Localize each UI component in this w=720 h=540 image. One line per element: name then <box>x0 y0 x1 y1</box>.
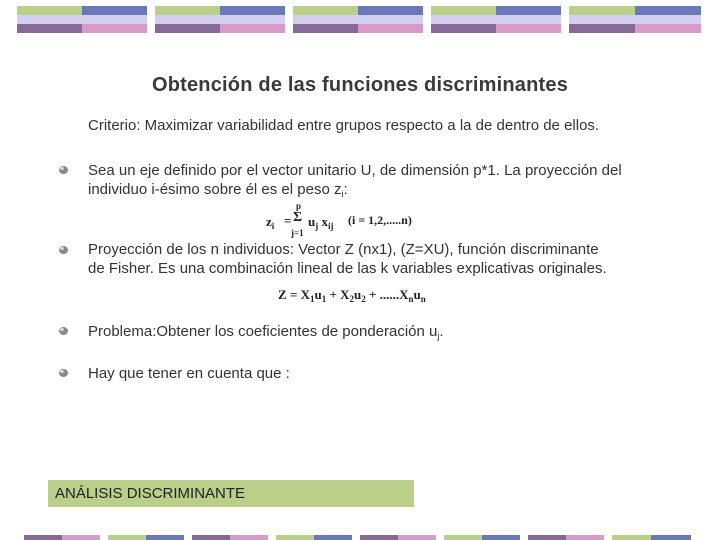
formula-term: $u_j$ $x_{ij}$ <box>308 214 334 231</box>
bullet-ball-icon <box>58 245 69 255</box>
band-block <box>569 6 699 33</box>
formula-equals: = <box>284 213 292 228</box>
top-decorative-band <box>17 6 701 33</box>
bullet-ball-icon <box>58 326 69 336</box>
bullet-text-line: de Fisher. Es una combinación lineal de las k variables explicativas originales. <box>88 260 607 277</box>
band-block <box>17 6 147 33</box>
bullet-text: individuo i-ésimo sobre él es el peso z <box>88 181 342 198</box>
bullet-text-line: Sea un eje definido por el vector unitario U, de dimensión p*1. La proyección del <box>88 162 622 179</box>
bullet-item <box>88 240 658 278</box>
band-block <box>431 6 561 33</box>
bottom-decorative-strip <box>24 535 691 540</box>
bullet-text: Hay que tener en cuenta que : <box>88 365 290 382</box>
formula-linear-combination: $Z = X_1u_1 + X_2u_2 + ......X_nu_n$ <box>278 287 426 304</box>
formula-weight <box>262 201 442 242</box>
formula-range: (i = 1,2,.....n) <box>348 213 412 227</box>
bullet-item <box>88 364 658 383</box>
footer-banner <box>48 480 414 507</box>
bullet-text-line: Proyección de los n individuos: Vector Z (nx1), (Z=XU), función discriminante <box>88 241 599 258</box>
bullet-item <box>88 322 658 346</box>
subscript: j <box>437 331 440 341</box>
criterion-text: Criterio: Maximizar variabilidad entre grupos respecto a la de dentro de ellos. <box>88 117 600 134</box>
bullet-text: . <box>439 323 444 340</box>
sum-upper: p <box>296 201 302 211</box>
formula-lhs: $z_i$ <box>266 214 275 231</box>
footer-label: ANÁLISIS DISCRIMINANTE <box>55 485 246 502</box>
bullet-text-line <box>88 180 658 204</box>
bullet-text: Problema:Obtener los coeficientes de ponderación u <box>88 323 438 340</box>
bullet-item <box>88 161 658 204</box>
band-block <box>155 6 285 33</box>
band-block <box>293 6 423 33</box>
bullet-ball-icon <box>58 368 69 378</box>
sum-lower: j=1 <box>291 228 304 238</box>
bullet-ball-icon <box>58 165 69 175</box>
bullet-text: : <box>343 181 348 198</box>
subscript: i <box>341 189 344 199</box>
slide-title: Obtención de las funciones discriminantes <box>151 74 569 96</box>
sum-sign: Σ <box>293 210 303 225</box>
